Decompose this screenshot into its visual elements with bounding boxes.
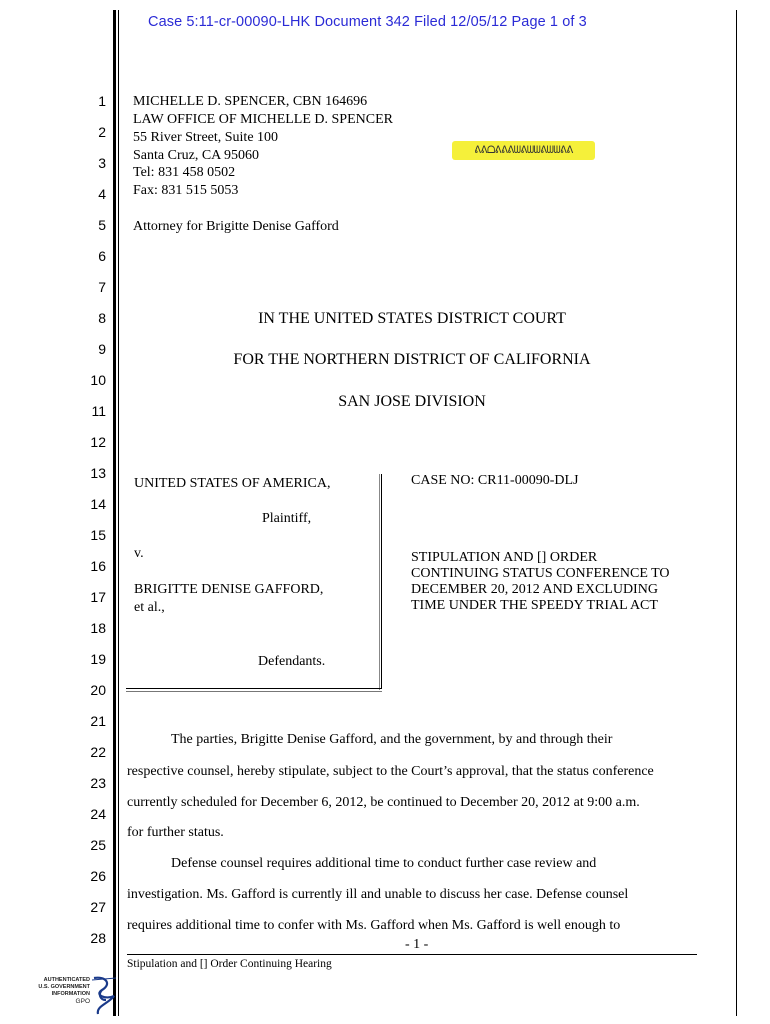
court-division: SAN JOSE DIVISION xyxy=(338,393,486,410)
plaintiff-name: UNITED STATES OF AMERICA, xyxy=(134,476,331,491)
line-number: 9 xyxy=(98,341,106,357)
footer-title: Stipulation and [] Order Continuing Hearing xyxy=(127,958,332,970)
line-number: 24 xyxy=(90,806,106,822)
line-number: 18 xyxy=(90,620,106,636)
caption-divider xyxy=(381,474,382,688)
page-number: - 1 - xyxy=(405,937,429,952)
line-number: 12 xyxy=(90,434,106,450)
body-paragraph-line: currently scheduled for December 6, 2012, be continued to December 20, 2012 at 9:00 a.m. xyxy=(127,795,640,810)
body-paragraph-line: respective counsel, hereby stipulate, subject to the Court’s approval, that the status conference xyxy=(127,764,654,779)
ecf-header: Case 5:11-cr-00090-LHK Document 342 Filed 12/05/12 Page 1 of 3 xyxy=(148,14,587,30)
line-number: 26 xyxy=(90,868,106,884)
body-paragraph-line: requires additional time to confer with Ms. Gafford when Ms. Gafford is well enough to xyxy=(127,918,621,933)
line-number: 3 xyxy=(98,155,106,171)
document-title-line: STIPULATION AND [] ORDER xyxy=(411,550,598,565)
attorney-fax: Fax: 831 515 5053 xyxy=(133,183,239,198)
line-number: 10 xyxy=(90,372,106,388)
attorney-street: 55 River Street, Suite 100 xyxy=(133,130,279,145)
line-number: 17 xyxy=(90,589,106,605)
attorney-tel: Tel: 831 458 0502 xyxy=(133,165,236,180)
line-number: 21 xyxy=(90,713,106,729)
line-number: 25 xyxy=(90,837,106,853)
line-number: 8 xyxy=(98,310,106,326)
line-number: 1 xyxy=(98,93,106,109)
gpo-logo-text: AUTHENTICATED xyxy=(43,977,90,983)
body-paragraph-line: investigation. Ms. Gafford is currently ill and unable to discuss her case. Defense counsel xyxy=(127,887,629,902)
caption-bottom-rule-inner xyxy=(126,691,382,692)
attorney-city: Santa Cruz, CA 95060 xyxy=(133,148,259,163)
defendant-name: BRIGITTE DENISE GAFFORD, xyxy=(134,582,324,597)
caption-divider-inner xyxy=(379,474,380,690)
versus: v. xyxy=(134,546,144,561)
plaintiff-role: Plaintiff, xyxy=(262,511,312,526)
line-number: 16 xyxy=(90,558,106,574)
gpo-logo-text: INFORMATION xyxy=(51,991,90,997)
document-title-line: DECEMBER 20, 2012 AND EXCLUDING xyxy=(411,582,658,597)
gpo-logo-text: GPO xyxy=(75,998,90,1005)
line-number: 6 xyxy=(98,248,106,264)
gpo-authentication-logo xyxy=(36,974,120,1018)
line-number: 20 xyxy=(90,682,106,698)
line-number: 28 xyxy=(90,930,106,946)
body-paragraph-line: The parties, Brigitte Denise Gafford, and the government, by and through their xyxy=(171,732,613,747)
left-margin-rule xyxy=(113,10,116,1016)
line-number: 14 xyxy=(90,496,106,512)
line-number: 15 xyxy=(90,527,106,543)
caption-bottom-rule xyxy=(126,688,382,689)
line-number: 5 xyxy=(98,217,106,233)
line-number: 2 xyxy=(98,124,106,140)
defendant-etal: et al., xyxy=(134,600,165,615)
court-name: IN THE UNITED STATES DISTRICT COURT xyxy=(258,310,566,327)
line-number: 13 xyxy=(90,465,106,481)
left-margin-rule-inner xyxy=(118,10,119,1016)
case-number: CASE NO: CR11-00090-DLJ xyxy=(411,473,579,488)
line-number: 27 xyxy=(90,899,106,915)
body-paragraph-line: Defense counsel requires additional time to conduct further case review and xyxy=(171,856,597,871)
attorney-firm: LAW OFFICE OF MICHELLE D. SPENCER xyxy=(133,112,393,127)
footer-rule xyxy=(127,954,697,955)
gpo-logo-text: U.S. GOVERNMENT xyxy=(38,984,90,990)
gpo-eagle-icon xyxy=(36,974,120,1018)
right-margin-rule xyxy=(736,10,737,1016)
body-paragraph-line: for further status. xyxy=(127,825,224,840)
line-number: 4 xyxy=(98,186,106,202)
document-title-line: TIME UNDER THE SPEEDY TRIAL ACT xyxy=(411,598,658,613)
defendant-role: Defendants. xyxy=(258,654,326,669)
line-number: 11 xyxy=(91,403,106,419)
line-number: 22 xyxy=(90,744,106,760)
attorney-for: Attorney for Brigitte Denise Gafford xyxy=(133,219,339,234)
line-number: 19 xyxy=(90,651,106,667)
line-number: 23 xyxy=(90,775,106,791)
highlighted-stamp: ᕕᕕᗝᕕᕕᕕᗯᕕᗯᗯᕕᗯᗯᕕᕕ xyxy=(452,141,595,160)
line-number: 7 xyxy=(98,279,106,295)
attorney-name: MICHELLE D. SPENCER, CBN 164696 xyxy=(133,94,368,109)
court-district: FOR THE NORTHERN DISTRICT OF CALIFORNIA xyxy=(233,351,591,368)
document-title-line: CONTINUING STATUS CONFERENCE TO xyxy=(411,566,670,581)
